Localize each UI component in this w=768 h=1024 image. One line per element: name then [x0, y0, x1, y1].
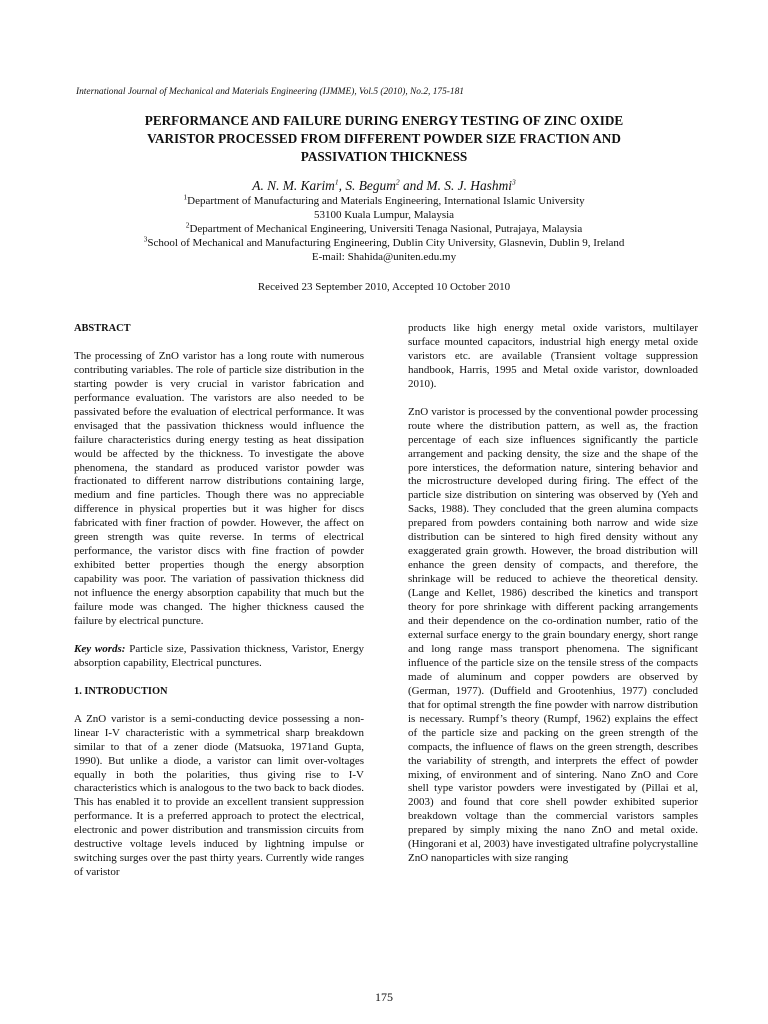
author-separator: , — [338, 178, 346, 193]
keywords-text: Particle size, Passivation thickness, Varistor, Energy absorption capability, Electrical punctures. — [74, 642, 364, 669]
author-name: A. N. M. Karim — [252, 178, 335, 193]
author-separator: and — [399, 178, 427, 193]
title-line: VARISTOR PROCESSED FROM DIFFERENT POWDER SIZE FRACTION AND — [147, 131, 621, 146]
title-line: PASSIVATION THICKNESS — [300, 149, 468, 164]
author-name: M. S. J. Hashmi — [426, 178, 512, 193]
paper-title — [60, 112, 708, 166]
keywords — [74, 643, 364, 671]
author-affil-mark: 2 — [395, 177, 400, 187]
introduction-heading: 1. INTRODUCTION — [74, 685, 168, 697]
left-column — [74, 322, 364, 880]
keywords-label: Key words: — [74, 642, 126, 655]
affiliation-line — [60, 194, 708, 208]
affiliation-line — [60, 208, 708, 222]
body-paragraph: products like high energy metal oxide varistors, multilayer surface mounted capacitors, industrial high energy metal oxide varistors etc. are available (Transient voltage suppression handbook, Harris, 1995 and Metal oxide varistor, downloaded 2010). — [408, 322, 698, 390]
abstract-text: The processing of ZnO varistor has a long route with numerous contributing variables. The role of particle size distribution in the starting powder is very crucial in varistor fabrication and performance evaluation. The varistors are also needed to be passivated before the evaluation of electrical performance. It was envisaged that the passivation thickness would influence the failure characteristics during energy testing as heat dissipation would be affected by the thickness. To investigate the above phenomena, the standard as produced varistor powder was fractionated to different narrow distributions containing large, medium and fine particles. Though there was no appreciable difference in physical properties but it was higher for discs fabricated with finer fraction of powder. However, the affect on green strength was quite reverse. In terms of electrical performance, the varistor discs with fine fraction of powder exhibited better properties though the energy absorption capability was poor. The variation of passivation thickness did not influence the energy absorption capability that much but the failure mode was changed. The higher thickness caused the failure by electrical puncture. — [74, 349, 364, 628]
affil-text: E-mail: Shahida@uniten.edu.my — [311, 251, 457, 263]
title-line: PERFORMANCE AND FAILURE DURING ENERGY TESTING OF ZINC OXIDE — [144, 113, 624, 128]
abstract-heading: ABSTRACT — [74, 323, 131, 334]
email-line — [60, 250, 708, 264]
affiliation-line — [60, 236, 708, 250]
affil-mark: 1 — [183, 192, 188, 202]
received-date: Received 23 September 2010, Accepted 10 October 2010 — [257, 281, 511, 293]
affil-text: Department of Manufacturing and Materials Engineering, International Islamic University — [187, 195, 585, 207]
author-affil-mark: 1 — [334, 177, 339, 187]
body-paragraph: ZnO varistor is processed by the conventional powder processing route where the distribution pattern, as well as, the fraction percentage of each size influences significantly the particle arrangement and packing density, the size and the shape of the pore interstices, the deformation nature, sintering behavior and the microstructure developed during firing. The effect of the particle size distribution on sintering was observed by (Yeh and Sacks, 1988). They concluded that the green alumina compacts prepared from powders containing both narrow and wide size distribution can be sintered to high fired density without any exaggerated grain growth. However, the broad distribution will enhance the green density of compacts, and therefore, the shrinkage will be reduced to achieve the theoretical density. (Lange and Kellet, 1986) described the kinetics and transport theory for pore shrinkage with different packing arrangements and their dependence on the co-ordination number, ratio of the external surface energy to the grain boundary energy, short range and long range mass transport phenomena. The significant influence of the particle size on the tensile stress of the compacts made of aluminum and copper powders are observed by (German, 1977). (Duffield and Grootenhius, 1977) concluded that for optimal strength the fine powder with narrow distribution is necessary. Rumpf’s theory (Rumpf, 1962) explains the effect of the particle size and packing on the green strength of the compacts, the influence of flaws on the green strength, describes the variability of strength, and interprets the effect of powder mixing, of environment and of sintering. Nano ZnO and Core shell type varistor powders were investigated by (Pillai et al, 2003) and found that core shell powder exhibited superior breakdown voltage than the commercial varistors samples prepared by simply mixing the nano ZnO and metal oxide. (Hingorani et al, 2003) have investigated ultrafine polycrystalline ZnO nanoparticles with size ranging — [408, 405, 698, 865]
affil-mark: 3 — [143, 234, 148, 244]
page-number: 175 — [375, 990, 393, 1004]
right-column — [408, 322, 698, 866]
author-affil-mark: 3 — [511, 177, 516, 187]
affil-mark: 2 — [185, 220, 190, 230]
author-list — [60, 177, 708, 195]
affil-text: Department of Mechanical Engineering, Universiti Tenaga Nasional, Putrajaya, Malaysia — [189, 223, 583, 235]
affil-text: School of Mechanical and Manufacturing Engineering, Dublin City University, Glasnevin, Dublin 9, Ireland — [147, 237, 625, 249]
journal-header: International Journal of Mechanical and Materials Engineering (IJMME), Vol.5 (2010), No.2, 175-181 — [76, 87, 464, 97]
author-name: S. Begum — [345, 178, 396, 193]
affiliation-line — [60, 222, 708, 236]
affiliations — [60, 194, 708, 264]
introduction-text: A ZnO varistor is a semi-conducting device possessing a non-linear I-V characteristic with a symmetrical sharp breakdown similar to that of a zener diode (Matsuoka, 1971and Gupta, 1990). But unlike a diode, a varistor can limit over-voltages equally in both the polarities, thus giving rise to I-V characteristics which is analogous to the two back to back diodes. This has enabled it to provide an excellent transient suppression performance. It is a preferred approach to protect the electrical, electronic and power distribution and transmission circuits from destructive voltage levels induced by lightning impulse or switching surges over the past thirty years. Currently wide ranges of varistor — [74, 712, 364, 879]
affil-text: 53100 Kuala Lumpur, Malaysia — [313, 209, 455, 221]
